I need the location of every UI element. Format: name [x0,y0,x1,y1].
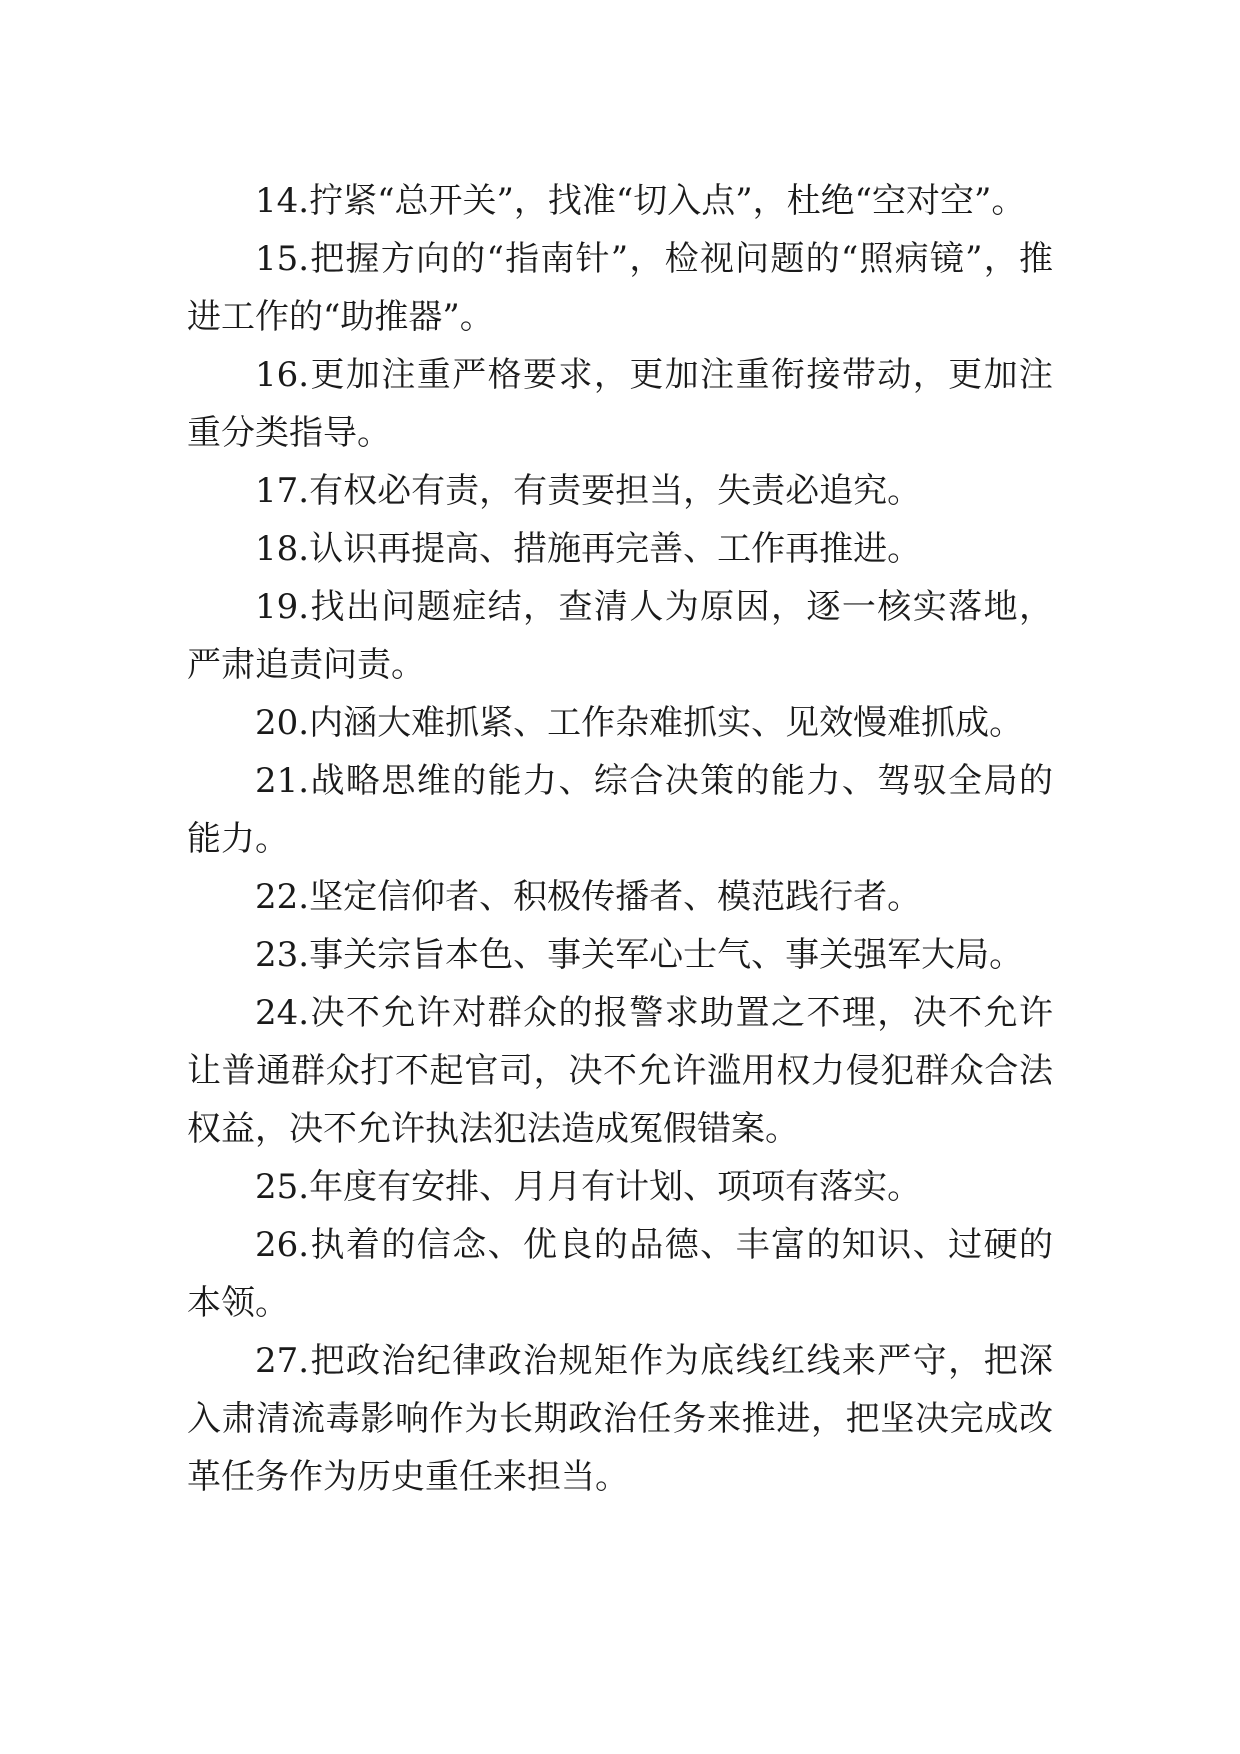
list-item: 26.执着的信念、优良的品德、丰富的知识、过硬的本领。 [187,1225,1053,1323]
list-item: 21.战略思维的能力、综合决策的能力、驾驭全局的能力。 [187,761,1053,859]
list-item: 18.认识再提高、措施再完善、工作再推进。 [255,529,922,569]
list-item: 16.更加注重严格要求，更加注重衔接带动，更加注重分类指导。 [187,355,1053,453]
list-item: 22.坚定信仰者、积极传播者、模范践行者。 [255,877,922,917]
list-item: 15.把握方向的“指南针”，检视问题的“照病镜”，推进工作的“助推器”。 [187,239,1053,337]
list-item: 14.拧紧“总开关”，找准“切入点”，杜绝“空对空”。 [255,181,1026,221]
list-item: 19.找出问题症结，查清人为原因，逐一核实落地，严肃追责问责。 [187,587,1053,685]
list-item: 17.有权必有责，有责要担当，失责必追究。 [255,471,922,511]
list-item: 27.把政治纪律政治规矩作为底线红线来严守，把深入肃清流毒影响作为长期政治任务来推进，把坚决完成改革任务作为历史重任来担当。 [187,1341,1053,1497]
list-item: 20.内涵大难抓紧、工作杂难抓实、见效慢难抓成。 [255,703,1024,743]
list-item: 23.事关宗旨本色、事关军心士气、事关强军大局。 [255,935,1024,975]
list-item: 24.决不允许对群众的报警求助置之不理，决不允许让普通群众打不起官司，决不允许滥用权力侵犯群众合法权益，决不允许执法犯法造成冤假错案。 [187,993,1053,1149]
document-body [187,172,1053,1506]
list-item: 25.年度有安排、月月有计划、项项有落实。 [255,1167,922,1207]
